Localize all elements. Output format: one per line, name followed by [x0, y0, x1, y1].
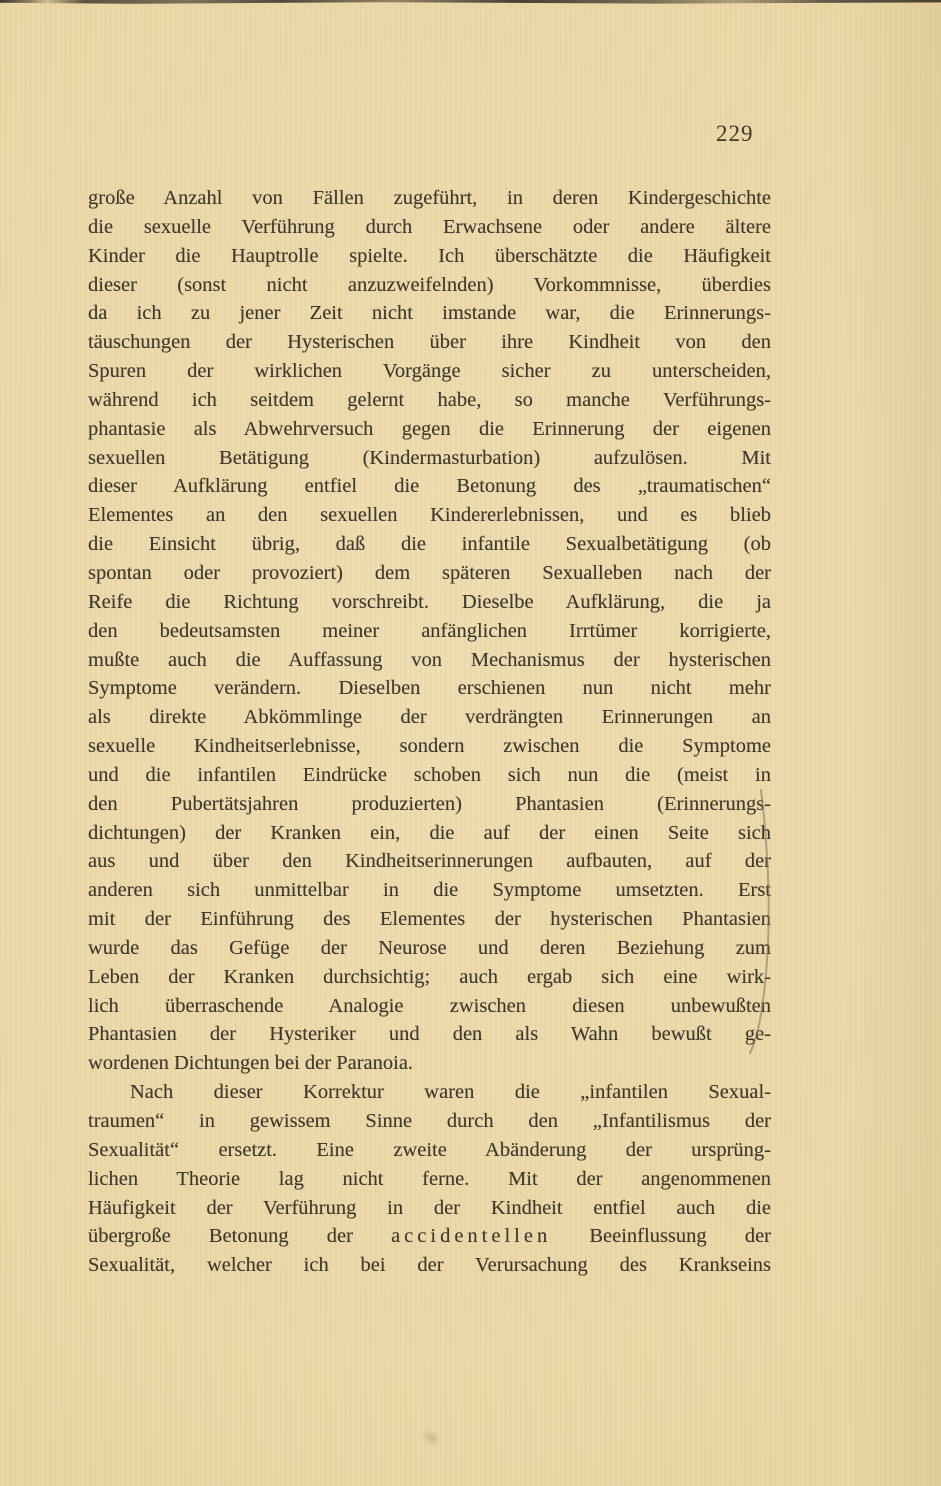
text-segment: mit der Einführung des Elementes der hysterischen Phantasien	[88, 908, 771, 931]
text-line	[88, 1107, 771, 1136]
text-segment: und die infantilen Eindrücke schoben sich nun die (meist in	[88, 763, 771, 786]
text-segment: dichtungen) der Kranken ein, die auf der einen Seite sich	[88, 821, 771, 844]
text-line	[88, 415, 771, 444]
text-line	[88, 242, 771, 271]
text-line	[88, 963, 771, 992]
text-segment: dieser Aufklärung entfiel die Betonung des „traumatischen“	[88, 475, 771, 498]
text-line	[88, 444, 771, 473]
text-line	[88, 847, 771, 876]
text-segment: die sexuelle Verführung durch Erwachsene oder andere ältere	[88, 215, 771, 238]
text-segment: als direkte Abkömmlinge der verdrängten Erinnerungen an	[88, 706, 771, 729]
page-number: 229	[716, 121, 754, 146]
text-line	[88, 588, 771, 617]
text-segment: aus und über den Kindheitserinnerungen aufbauten, auf der	[88, 850, 771, 873]
text-line	[88, 992, 771, 1021]
text-line	[88, 819, 771, 848]
text-segment: die Einsicht übrig, daß die infantile Sexualbetätigung (ob	[88, 533, 771, 556]
text-segment: phantasie als Abwehrversuch gegen die Erinnerung der eigenen	[88, 417, 771, 440]
text-segment: lichen Theorie lag nicht ferne. Mit der angenommenen	[88, 1167, 771, 1190]
text-segment: Symptome verändern. Dieselben erschienen nun nicht mehr	[88, 677, 771, 700]
text-segment: spontan oder provoziert) dem späteren Sexualleben nach der	[88, 561, 771, 584]
text-line	[88, 1078, 771, 1107]
text-line	[88, 1222, 771, 1251]
text-line	[88, 299, 771, 328]
text-segment: Leben der Kranken durchsichtig; auch ergab sich eine wirk-	[88, 965, 771, 988]
text-line	[88, 1251, 771, 1280]
text-line	[88, 328, 771, 357]
text-segment: große Anzahl von Fällen zugeführt, in deren Kindergeschichte	[88, 187, 771, 209]
text-segment: während ich seitdem gelernt habe, so manche Verführungs-	[88, 388, 771, 411]
text-line	[88, 617, 771, 646]
text-line	[88, 905, 771, 934]
text-segment: übergroße Betonung der	[88, 1225, 392, 1248]
text-segment: Beeinflussung der	[551, 1225, 771, 1248]
text-line	[88, 1165, 771, 1194]
text-line	[88, 1020, 771, 1049]
text-segment: sexuelle Kindheitserlebnisse, sondern zwischen die Symptome	[88, 735, 771, 758]
text-lines	[88, 184, 771, 1280]
emphasized-spaced-word: accidentellen	[391, 1225, 552, 1248]
text-segment: dieser (sonst nicht anzuzweifelnden) Vorkommnisse, überdies	[88, 273, 771, 296]
text-segment: traumen“ in gewissem Sinne durch den „Infantilismus der	[88, 1110, 771, 1132]
text-segment: täuschungen der Hysterischen über ihre Kindheit von den	[88, 331, 771, 354]
text-segment: Reife die Richtung vorschreibt. Dieselbe Aufklärung, die ja	[88, 590, 771, 613]
text-line	[88, 1194, 771, 1223]
text-segment: Häufigkeit der Verführung in der Kindheit entfiel auch die	[88, 1196, 771, 1219]
text-line	[88, 934, 771, 963]
text-line	[88, 357, 771, 386]
text-segment: den bedeutsamsten meiner anfänglichen Irrtümer korrigierte,	[88, 619, 771, 642]
text-segment: sexuellen Betätigung (Kindermasturbation) aufzulösen. Mit	[88, 446, 771, 469]
text-segment: Spuren der wirklichen Vorgänge sicher zu unterscheiden,	[88, 360, 771, 383]
text-line	[88, 1136, 771, 1165]
text-segment: da ich zu jener Zeit nicht imstande war, die Erinnerungs-	[88, 302, 771, 325]
text-segment: Elementes an den sexuellen Kindererlebnissen, und es blieb	[88, 504, 771, 527]
text-segment: Sexualität, welcher ich bei der Verursachung des Krankseins	[88, 1254, 771, 1277]
text-line	[88, 761, 771, 790]
text-segment: lich überraschende Analogie zwischen diesen unbewußten	[88, 994, 771, 1017]
text-line	[88, 732, 771, 761]
text-line	[88, 559, 771, 588]
text-segment: wordenen Dichtungen bei der Paranoia.	[88, 1052, 414, 1075]
text-segment: Kinder die Hauptrolle spielte. Ich überschätzte die Häufigkeit	[88, 244, 771, 267]
text-line	[88, 213, 771, 242]
text-line	[88, 646, 771, 675]
text-line	[88, 386, 771, 415]
paper-smudge	[423, 1430, 440, 1445]
text-line	[88, 501, 771, 530]
text-segment: Phantasien der Hysteriker und den als Wahn bewußt ge-	[88, 1023, 771, 1046]
text-segment: Nach dieser Korrektur waren die „infantilen Sexual-	[130, 1081, 771, 1104]
scan-edge	[0, 0, 941, 4]
text-line	[88, 472, 771, 501]
text-segment: Sexualität“ ersetzt. Eine zweite Abänderung der ursprüng-	[88, 1138, 771, 1161]
text-segment: wurde das Gefüge der Neurose und deren Beziehung zum	[88, 936, 771, 959]
text-segment: den Pubertätsjahren produzierten) Phantasien (Erinnerungs-	[88, 792, 771, 815]
text-line	[88, 184, 771, 213]
text-line	[88, 876, 771, 905]
text-line	[88, 674, 771, 703]
text-segment: mußte auch die Auffassung von Mechanismus der hysterischen	[88, 648, 771, 671]
text-line	[88, 271, 771, 300]
text-line	[88, 1049, 771, 1078]
text-segment: anderen sich unmittelbar in die Symptome umsetzten. Erst	[88, 879, 771, 902]
text-line	[88, 790, 771, 819]
text-line	[88, 530, 771, 559]
text-line	[88, 703, 771, 732]
